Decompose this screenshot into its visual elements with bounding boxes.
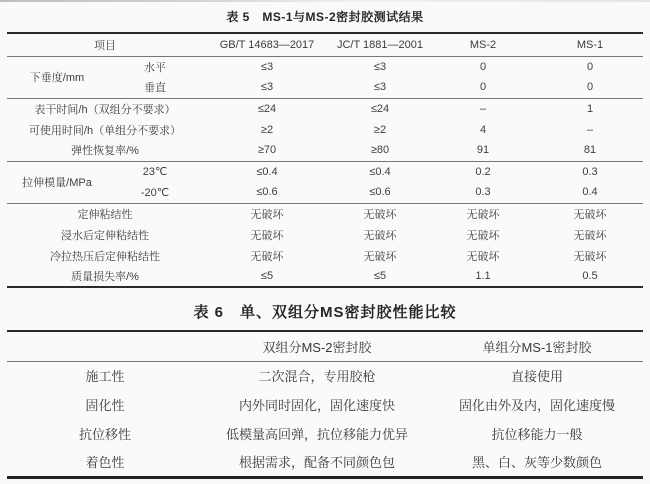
table5-row [7, 224, 643, 245]
value-cell: ≤5 [373, 270, 387, 282]
row-label: 施工性 [85, 369, 125, 385]
table5-header-gbt: GB/T 14683—2017 [203, 33, 331, 56]
row-label: 质量损失率/% [71, 271, 139, 283]
value-cell: 无破坏 [573, 250, 607, 263]
value-cell: 0 [586, 60, 594, 73]
table5-header-item: 项目 [7, 33, 203, 56]
value-cell: ≤3 [373, 60, 387, 73]
value-cell: – [479, 102, 487, 115]
table6-row [7, 361, 643, 390]
table6 [7, 330, 643, 479]
value-cell: 0 [479, 81, 487, 94]
value-cell: 0.5 [582, 270, 598, 282]
value-cell: 低模量高回弹，抗位移能力优异 [225, 427, 408, 442]
value-cell: ≥80 [370, 144, 390, 157]
row-label: 浸水后定伸粘结性 [61, 229, 149, 242]
value-cell: 91 [476, 144, 490, 157]
table5-header-ms1: MS-1 [537, 33, 643, 56]
value-cell: ≤0.4 [256, 165, 278, 178]
value-cell: ≤0.6 [256, 186, 278, 199]
value-cell: 无破坏 [466, 208, 500, 221]
value-cell: ≥2 [373, 123, 387, 136]
value-cell: ≤24 [257, 102, 277, 115]
row-sub-label: -20℃ [140, 186, 170, 199]
value-cell: 0.4 [582, 186, 598, 199]
value-cell: 无破坏 [250, 208, 284, 221]
row-sub-label: 垂直 [144, 82, 166, 95]
table5-row [7, 161, 643, 182]
table5 [7, 32, 643, 288]
value-cell: ≤0.6 [369, 186, 391, 199]
value-cell: ≤0.4 [369, 165, 391, 178]
value-cell: ≤3 [260, 60, 274, 73]
value-cell: 无破坏 [363, 208, 397, 221]
value-cell: ≤3 [373, 81, 387, 94]
table6-row [7, 390, 643, 419]
row-group-label: 下垂度/mm [29, 72, 85, 84]
row-label: 可使用时间/h（单组分不要求） [28, 124, 182, 137]
value-cell: 无破坏 [466, 229, 500, 242]
value-cell: ≤5 [260, 270, 274, 282]
value-cell: 内外同时固化，固化速度快 [238, 398, 395, 413]
value-cell: 无破坏 [250, 250, 284, 263]
value-cell: 0.3 [582, 165, 598, 178]
value-cell: 无破坏 [363, 229, 397, 242]
value-cell: 0 [479, 60, 487, 73]
table6-title: 表 6 单、双组分MS密封胶性能比较 [193, 304, 457, 321]
row-label: 固化性 [85, 398, 125, 413]
row-label: 定伸粘结性 [77, 208, 133, 221]
value-cell: 1 [586, 102, 594, 115]
value-cell: 抗位移能力一般 [491, 427, 583, 442]
value-cell: 81 [583, 144, 597, 157]
value-cell: 无破坏 [573, 229, 607, 242]
table5-header-jct: JC/T 1881—2001 [331, 33, 429, 56]
table6-row [7, 448, 643, 477]
table5-row [7, 245, 643, 266]
row-sub-label: 水平 [144, 61, 166, 74]
row-label: 抗位移性 [78, 427, 131, 442]
table5-row [7, 98, 643, 119]
value-cell: – [586, 123, 594, 136]
row-group-label: 拉伸模量/MPa [22, 177, 92, 189]
value-cell: 根据需求，配备不同颜色包 [238, 455, 395, 471]
table5-header-ms2: MS-2 [429, 33, 537, 56]
value-cell: 0 [586, 81, 594, 94]
row-sub-label: 23℃ [142, 166, 168, 179]
table5-row [7, 266, 643, 287]
table6-header-ms2: 双组分MS-2密封胶 [203, 331, 431, 361]
value-cell: 1.1 [475, 270, 491, 282]
table5-body [7, 56, 643, 287]
row-label: 着色性 [85, 455, 125, 471]
table6-header-ms1: 单组分MS-1密封胶 [431, 331, 643, 361]
value-cell: 无破坏 [466, 250, 500, 263]
value-cell: 4 [479, 123, 487, 136]
value-cell: 无破坏 [363, 250, 397, 263]
cropped-content-artifact [0, 0, 650, 2]
value-cell: 直接使用 [510, 369, 563, 385]
table5-row [7, 203, 643, 224]
row-label: 弹性恢复率/% [71, 145, 139, 158]
table5-row [7, 140, 643, 161]
table6-body [7, 361, 643, 477]
value-cell: 二次混合，专用胶枪 [258, 369, 376, 385]
table5-header-row [7, 33, 643, 56]
value-cell: ≥2 [260, 123, 274, 136]
row-label: 冷拉热压后定伸粘结性 [50, 250, 160, 263]
row-label: 表干时间/h（双组分不要求） [34, 103, 176, 116]
table6-header-item [7, 331, 203, 361]
table5-title: 表 5 MS-1与MS-2密封胶测试结果 [226, 10, 424, 24]
value-cell: 无破坏 [250, 229, 284, 242]
value-cell: ≤3 [260, 81, 274, 94]
table5-row [7, 56, 643, 77]
value-cell: 0.3 [475, 186, 491, 199]
value-cell: 无破坏 [573, 208, 607, 221]
table6-row [7, 419, 643, 448]
table5-row [7, 119, 643, 140]
value-cell: ≥70 [257, 144, 277, 157]
table6-header-row [7, 331, 643, 361]
value-cell: 固化由外及内，固化速度慢 [458, 398, 615, 413]
value-cell: ≤24 [370, 102, 390, 115]
value-cell: 0.2 [475, 165, 491, 178]
value-cell: 黑、白、灰等少数颜色 [471, 455, 602, 471]
